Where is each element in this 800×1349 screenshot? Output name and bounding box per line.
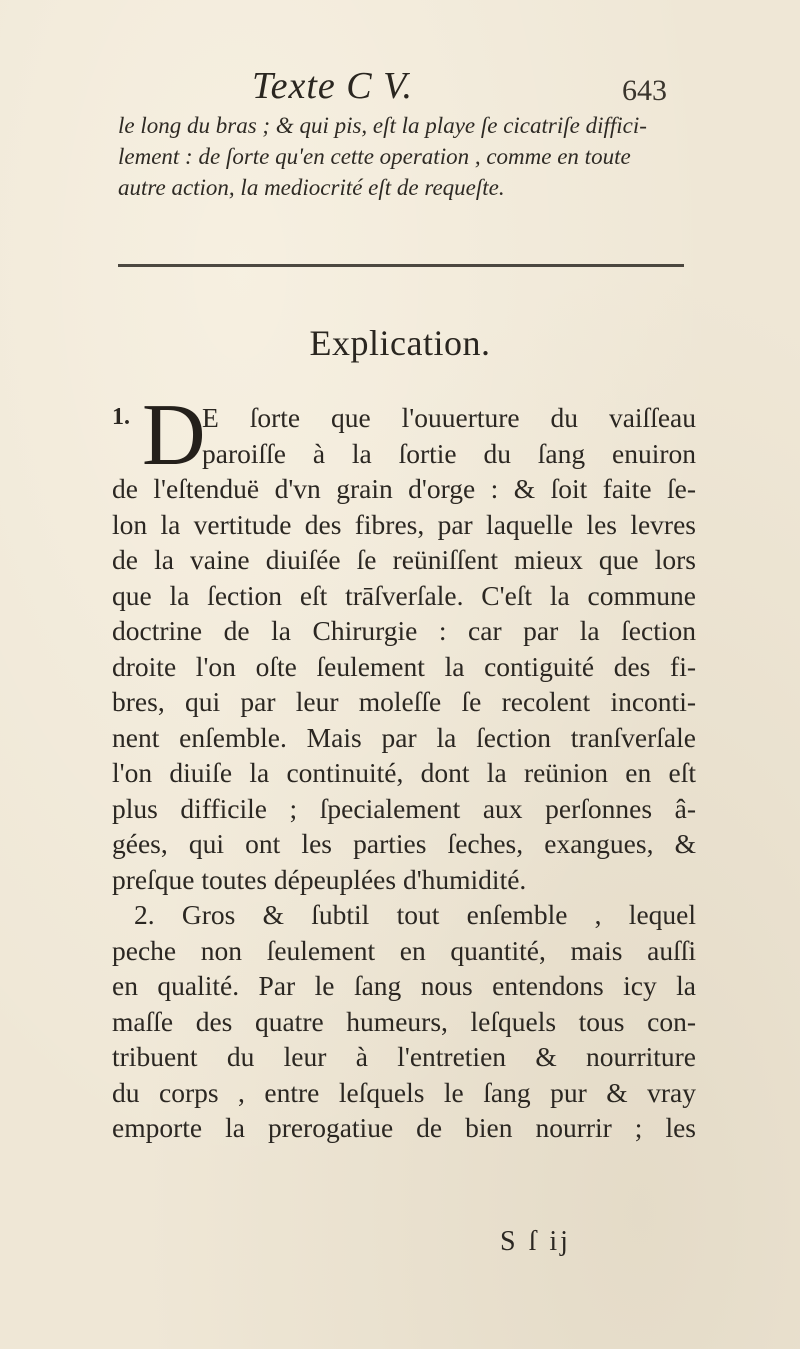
paragraph-line: emporte la prerogatiue de bien nourrir ; les xyxy=(112,1112,696,1143)
paragraph-2 xyxy=(112,897,696,1146)
paragraph-line: maſſe des quatre humeurs, leſquels tous con- xyxy=(112,1005,696,1037)
previous-text-block xyxy=(118,110,690,203)
paragraph-line: E ſorte que l'ouuerture du vaiſſeau xyxy=(202,402,696,433)
paragraph-line: plus difficile ; ſpecialement aux perſonnes â- xyxy=(112,792,696,824)
page-number: 643 xyxy=(622,74,667,107)
paragraph-line: preſque toutes dépeuplées d'humidité. xyxy=(112,863,527,895)
previous-text-line: autre action, la mediocrité eſt de requeſte. xyxy=(118,175,505,200)
paragraph-line: 2. Gros & ſubtil tout enſemble , lequel xyxy=(134,899,696,930)
paragraph-line: lon la vertitude des fibres, par laquelle les levres xyxy=(112,508,696,540)
paragraph-1 xyxy=(112,387,696,897)
explication-body xyxy=(112,387,696,1146)
paragraph-line: bres, qui par leur moleſſe ſe recolent inconti- xyxy=(112,686,696,717)
section-heading: Explication. xyxy=(309,323,491,363)
paragraph-line: que la ſection eſt trāſverſale. C'eſt la commune xyxy=(112,579,696,611)
previous-text-line: lement : de ſorte qu'en cette operation , comme en toute xyxy=(118,144,631,169)
previous-text-line: le long du bras ; & qui pis, eſt la playe ſe cicatriſe diffici- xyxy=(118,113,647,138)
running-head xyxy=(0,60,800,110)
paragraph-line: de l'eſtenduë d'vn grain d'orge : & ſoit faite ſe- xyxy=(112,473,696,504)
paragraph-line: peche non ſeulement en quantité, mais auſſi xyxy=(112,934,696,966)
running-title: Texte C V. xyxy=(252,65,413,107)
paragraph-line: gées, qui ont les parties ſeches, exangues, & xyxy=(112,828,696,859)
paragraph-line: tribuent du leur à l'entretien & nourriture xyxy=(112,1041,696,1072)
paragraph-line: paroiſſe à la ſortie du ſang enuiron xyxy=(202,437,696,469)
paragraph-line: de la vaine diuiſée ſe reüniſſent mieux que lors xyxy=(112,544,696,575)
paragraph-line: droite l'on oſte ſeulement la contiguité des fi- xyxy=(112,650,696,682)
signature-mark: S ſ ij xyxy=(500,1226,571,1257)
paragraph-line: du corps , entre leſquels le ſang pur & vray xyxy=(112,1076,696,1108)
drop-cap: D xyxy=(142,387,206,484)
paragraph-line: nent enſemble. Mais par la ſection tranſverſale xyxy=(112,721,696,753)
horizontal-rule xyxy=(118,264,684,267)
paragraph-line: l'on diuiſe la continuité, dont la reünion en eſt xyxy=(112,757,696,788)
paragraph-line: doctrine de la Chirurgie : car par la ſection xyxy=(112,615,696,646)
paragraph-number: 1. xyxy=(112,404,130,430)
paragraph-line: en qualité. Par le ſang nous entendons icy la xyxy=(112,970,696,1001)
